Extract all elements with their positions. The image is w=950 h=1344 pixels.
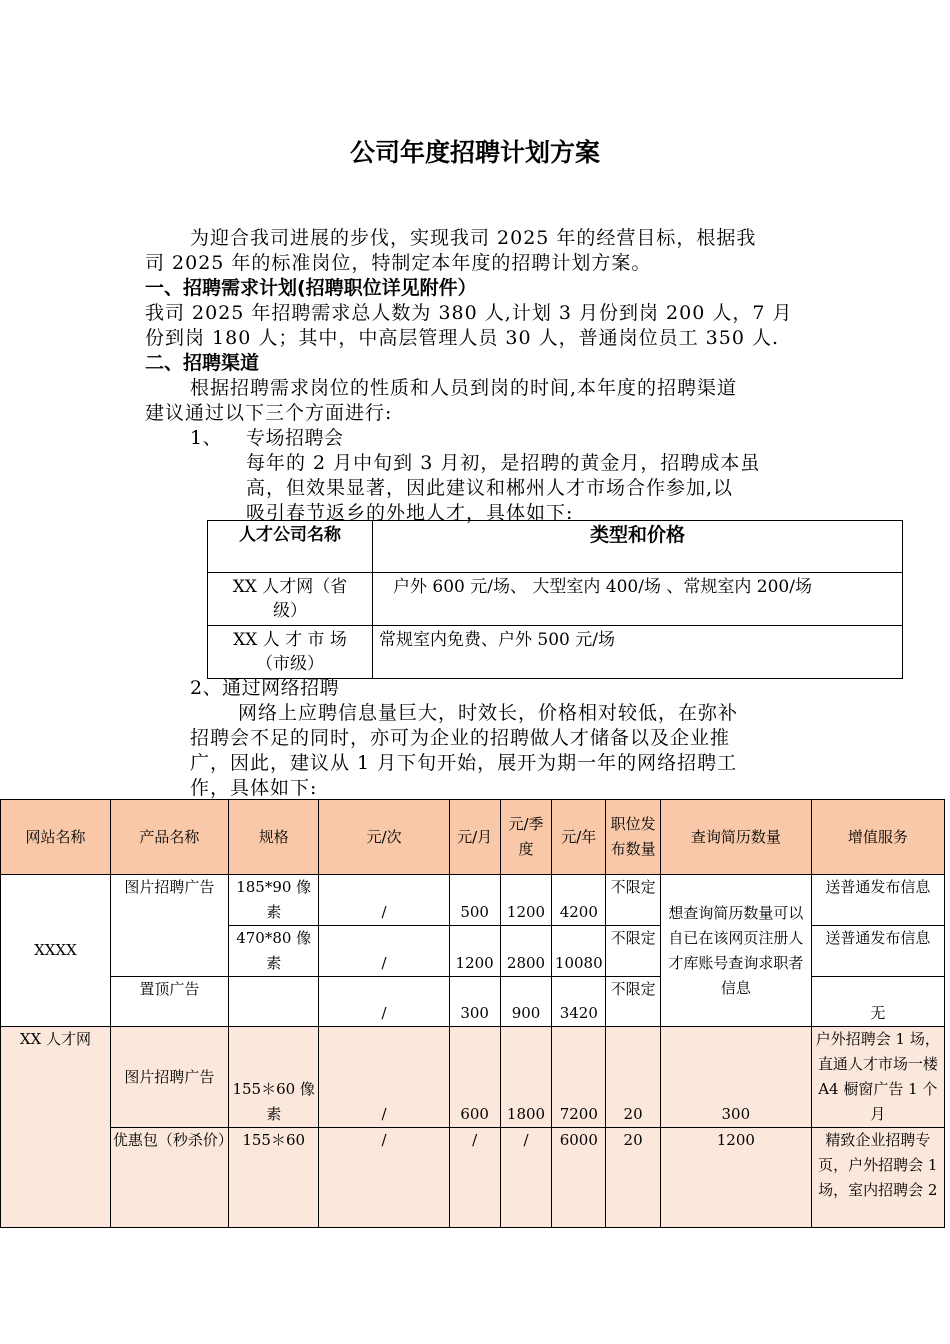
table-cell: 1200 (449, 926, 500, 977)
item-1-line-1: 每年的 2 月中旬到 3 月初，是招聘的黄金月，招聘成本虽 (246, 452, 761, 474)
table-row (1, 875, 945, 926)
table-cell: 1200 (500, 875, 552, 926)
table-cell: 500 (449, 875, 500, 926)
table-header: 职位发布数量 (606, 800, 661, 875)
table-cell: 300 (661, 1027, 812, 1128)
table-cell: 不限定 (606, 926, 661, 977)
page-title: 公司年度招聘计划方案 (349, 138, 600, 167)
table-header: 查询简历数量 (661, 800, 812, 875)
table-cell-extra: 户外招聘会 1 场，直通人才市场一楼 A4 橱窗广告 1 个月 (811, 1027, 944, 1128)
table-header: 元/月 (449, 800, 500, 875)
item-2-line-4: 作，具体如下: (190, 777, 318, 799)
table-header: 增值服务 (811, 800, 944, 875)
section-2-line-2: 建议通过以下三个方面进行: (145, 402, 393, 424)
table-cell: 2800 (500, 926, 552, 977)
table-cell-company: XX 人 才 市 场 （市级） (208, 626, 373, 679)
intro-line-2: 司 2025 年的标准岗位，特制定本年度的招聘计划方案。 (145, 252, 652, 274)
section-2-line-1: 根据招聘需求岗位的性质和人员到岗的时间,本年度的招聘渠道 (190, 377, 738, 399)
item-1-line-3: 吸引春节返乡的外地人才，具体如下: (246, 502, 574, 524)
table-header: 产品名称 (110, 800, 228, 875)
item-1-line-2: 高，但效果显著，因此建议和郴州人才市场合作参加,以 (246, 477, 734, 499)
table-header-row (1, 800, 945, 875)
table-cell-extra: 无 (811, 977, 944, 1027)
table-cell: / (319, 1128, 449, 1228)
table-cell-site: XX 人才网 (1, 1027, 111, 1228)
table-cell-spec: 185*90 像素 (228, 875, 319, 926)
table-header: 网站名称 (1, 800, 111, 875)
table-row (1, 1128, 945, 1228)
table-header: 元/季度 (500, 800, 552, 875)
table-cell: 不限定 (606, 977, 661, 1027)
item-2-title: 2、通过网络招聘 (190, 677, 340, 699)
table-cell-spec: 155＊60 (228, 1128, 319, 1228)
table-cell-extra: 送普通发布信息 (811, 926, 944, 977)
table-cell: 7200 (552, 1027, 606, 1128)
table-cell-extra: 送普通发布信息 (811, 875, 944, 926)
table-cell-product: 置顶广告 (110, 977, 228, 1027)
item-2-line-3: 广，因此，建议从 1 月下旬开始，展开为期一年的网络招聘工 (190, 752, 738, 774)
table-cell: 300 (449, 977, 500, 1027)
table-cell: 1800 (500, 1027, 552, 1128)
table-cell-site: XXXX (1, 875, 111, 1027)
table-cell: / (319, 977, 449, 1027)
table-cell: / (319, 875, 449, 926)
table-cell: / (449, 1128, 500, 1228)
table-header: 人才公司名称 (208, 521, 373, 573)
table-cell-extra: 精致企业招聘专页，户外招聘会 1 场，室内招聘会 2 (811, 1128, 944, 1228)
item-2-line-1: 网络上应聘信息量巨大，时效长，价格相对较低，在弥补 (238, 702, 739, 724)
table-cell: 20 (606, 1128, 661, 1228)
table-cell-product: 图片招聘广告 (110, 875, 228, 977)
table-cell: / (500, 1128, 552, 1228)
table-header: 规格 (228, 800, 319, 875)
section-1-line-2: 份到岗 180 人；其中，中高层管理人员 30 人，普通岗位员工 350 人. (145, 327, 779, 349)
table-cell-resume: 想查询简历数量可以自已在该网页注册人才库账号查询求职者信息 (661, 875, 812, 1027)
table-cell: 600 (449, 1027, 500, 1128)
table-cell-spec: 155＊60 像素 (228, 1027, 319, 1128)
section-2-heading: 二、招聘渠道 (145, 352, 260, 374)
table-header: 类型和价格 (373, 521, 903, 573)
table-cell: 1200 (661, 1128, 812, 1228)
table-cell-price: 户外 600 元/场、 大型室内 400/场 、常规室内 200/场 (373, 573, 903, 626)
table-cell-spec (228, 977, 319, 1027)
table-row (1, 1027, 945, 1128)
item-2-line-2: 招聘会不足的同时，亦可为企业的招聘做人才储备以及企业推 (190, 727, 731, 749)
table-header: 元/年 (552, 800, 606, 875)
section-1-heading: 一、招聘需求计划(招聘职位详见附件） (145, 277, 477, 299)
table-cell: / (319, 1027, 449, 1128)
intro-line-1: 为迎合我司进展的步伐，实现我司 2025 年的经营目标，根据我 (190, 227, 757, 249)
table-cell: 6000 (552, 1128, 606, 1228)
table-cell: 20 (606, 1027, 661, 1128)
table-cell: 10080 (552, 926, 606, 977)
table-cell-company: XX 人才网（省 级） (208, 573, 373, 626)
table-cell: 4200 (552, 875, 606, 926)
table-cell-spec: 470*80 像素 (228, 926, 319, 977)
table-header: 元/次 (319, 800, 449, 875)
online-recruitment-table (0, 799, 945, 1228)
table-cell-product: 优惠包（秒杀价） (110, 1128, 228, 1228)
table-cell: 900 (500, 977, 552, 1027)
table-cell-product: 图片招聘广告 (110, 1027, 228, 1128)
item-1-number: 1、 (190, 427, 223, 449)
table-cell: / (319, 926, 449, 977)
item-1-title: 专场招聘会 (246, 427, 344, 449)
table-cell: 不限定 (606, 875, 661, 926)
job-fair-table (207, 520, 903, 679)
table-cell-price: 常规室内免费、户外 500 元/场 (373, 626, 903, 679)
table-cell: 3420 (552, 977, 606, 1027)
section-1-line-1: 我司 2025 年招聘需求总人数为 380 人,计划 3 月份到岗 200 人，7 月 (145, 302, 793, 324)
